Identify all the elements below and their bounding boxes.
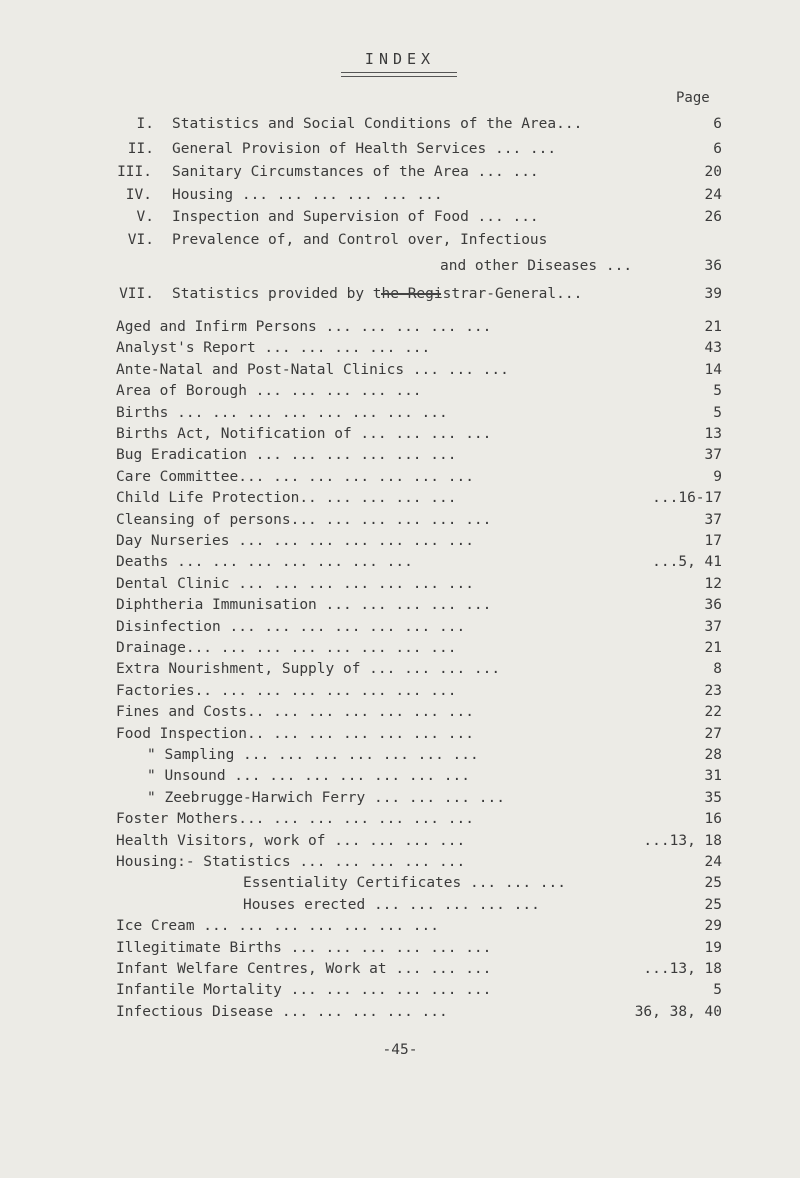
- index-entry-page: 17: [704, 533, 722, 549]
- index-entry-page: 36: [704, 597, 722, 614]
- index-entry: [0, 447, 800, 469]
- index-entry-label: Infant Welfare Centres, Work at ... ... ...: [116, 961, 492, 977]
- index-entry: [0, 512, 800, 534]
- index-entry-page: 37: [704, 447, 722, 464]
- index-entry-page: 25: [704, 875, 722, 892]
- index-entry-label: Fines and Costs.. ... ... ... ... ... ...: [116, 704, 474, 721]
- index-entry-label: Foster Mothers... ... ... ... ... ... ...: [116, 811, 474, 828]
- index-entry-label: Essentiality Certificates ... ... ...: [243, 875, 567, 892]
- index-entry: [0, 1004, 800, 1026]
- index-entry: [0, 319, 800, 341]
- index-entry-label: " Zeebrugge-Harwich Ferry ... ... ... ...: [147, 789, 505, 806]
- index-entry-label: Day Nurseries ... ... ... ... ... ... ...: [116, 533, 474, 549]
- section-title: Statistics and Social Conditions of the Area...: [172, 116, 583, 132]
- index-entry-label: Care Committee... ... ... ... ... ... ...: [116, 468, 474, 485]
- page-title: INDEX: [364, 50, 436, 68]
- index-entry-label: Infantile Mortality ... ... ... ... ... ...: [116, 982, 492, 999]
- index-entry-page: 25: [704, 896, 722, 913]
- section-number: VII.: [119, 286, 154, 302]
- index-entry-page: 22: [704, 704, 722, 721]
- page-number: -45-: [382, 1042, 418, 1058]
- index-entry-label: Illegitimate Births ... ... ... ... ... ...: [116, 939, 492, 956]
- index-entry-page: ...13, 18: [643, 961, 722, 977]
- index-entry-label: Deaths ... ... ... ... ... ... ...: [116, 554, 413, 571]
- index-entry-label: Houses erected ... ... ... ... ...: [243, 896, 540, 913]
- index-entry-label: Cleansing of persons... ... ... ... ... ...: [116, 511, 492, 528]
- index-entry: [0, 362, 800, 384]
- index-entry: [0, 961, 800, 983]
- section-page: 6: [713, 141, 722, 157]
- section-row: [0, 209, 800, 231]
- index-entry: [0, 661, 800, 683]
- index-entry-page: 12: [704, 575, 722, 592]
- index-entry: [0, 340, 800, 362]
- section-divider: [381, 293, 441, 295]
- section-number: V.: [136, 209, 154, 225]
- index-entry-page: 8: [713, 661, 722, 678]
- index-entry: [0, 704, 800, 726]
- section-row: [0, 232, 800, 254]
- index-entry-label: Extra Nourishment, Supply of ... ... ... ...: [116, 661, 501, 678]
- index-entry: [0, 854, 800, 876]
- index-entry: [0, 811, 800, 833]
- index-entry-label: Food Inspection.. ... ... ... ... ... ...: [116, 725, 474, 742]
- index-entry: [0, 426, 800, 448]
- index-entry-label: Dental Clinic ... ... ... ... ... ... ...: [116, 575, 474, 592]
- index-entry-label: " Sampling ... ... ... ... ... ... ...: [147, 747, 479, 763]
- index-entry: [0, 597, 800, 619]
- index-entry-page: 21: [704, 640, 722, 656]
- index-entry: [0, 726, 800, 748]
- section-row: [0, 164, 800, 186]
- index-entry-page: 21: [704, 319, 722, 335]
- section-title: and other Diseases ...: [440, 258, 633, 274]
- index-entry-page: 28: [704, 747, 722, 763]
- index-entry: [0, 490, 800, 512]
- index-entry-label: Aged and Infirm Persons ... ... ... ... ...: [116, 319, 492, 335]
- index-entry: [0, 940, 800, 962]
- title-underline: [341, 72, 457, 73]
- index-entry-label: Ante-Natal and Post-Natal Clinics ... ... ...: [116, 361, 509, 378]
- section-title: General Provision of Health Services ... ...: [172, 141, 557, 157]
- section-number: II.: [127, 141, 154, 157]
- index-entry-page: 5: [713, 404, 722, 421]
- index-entry-page: 37: [704, 618, 722, 635]
- index-entry-label: Analyst's Report ... ... ... ... ...: [116, 340, 431, 357]
- index-entry: [0, 683, 800, 705]
- index-entry-label: " Unsound ... ... ... ... ... ... ...: [147, 768, 471, 785]
- section-page: 6: [713, 116, 722, 132]
- section-title: Prevalence of, and Control over, Infectious: [172, 232, 548, 248]
- index-entry-page: 5: [713, 383, 722, 400]
- section-row: [0, 141, 800, 163]
- index-entry-page: 36, 38, 40: [634, 1003, 722, 1020]
- section-page: 24: [704, 187, 722, 203]
- section-page: 39: [704, 286, 722, 302]
- index-entry-page: 5: [713, 982, 722, 999]
- index-entry: [0, 554, 800, 576]
- section-row: [0, 258, 800, 280]
- index-entry: [0, 982, 800, 1004]
- index-entry-label: Factories.. ... ... ... ... ... ... ...: [116, 682, 457, 699]
- index-entry-label: Births ... ... ... ... ... ... ... ...: [116, 404, 448, 421]
- index-entry-page: ...16-17: [652, 490, 722, 507]
- index-entry-page: ...13, 18: [643, 832, 722, 849]
- index-entry-page: 35: [704, 789, 722, 806]
- index-entry-page: 43: [704, 340, 722, 357]
- section-number: VI.: [127, 232, 154, 248]
- index-entry: [0, 405, 800, 427]
- section-number: I.: [136, 116, 154, 132]
- section-row: [0, 187, 800, 209]
- index-entry: [0, 533, 800, 555]
- index-entry-label: Disinfection ... ... ... ... ... ... ...: [116, 618, 466, 635]
- index-entry: [0, 897, 800, 919]
- index-entry-label: Child Life Protection.. ... ... ... ...: [116, 490, 457, 507]
- section-title: Sanitary Circumstances of the Area ... ...: [172, 164, 539, 180]
- index-entry-label: Area of Borough ... ... ... ... ...: [116, 383, 422, 400]
- index-entry-label: Diphtheria Immunisation ... ... ... ... ...: [116, 597, 492, 614]
- section-title: Statistics provided by the Registrar-General...: [172, 286, 583, 302]
- section-title: Inspection and Supervision of Food ... ...: [172, 209, 539, 225]
- index-entry-page: 31: [704, 768, 722, 785]
- index-entry: [0, 747, 800, 769]
- index-entry-label: Health Visitors, work of ... ... ... ...: [116, 832, 466, 849]
- index-entry-page: 37: [704, 511, 722, 528]
- index-entry-page: 29: [704, 918, 722, 935]
- index-entry-page: 14: [704, 361, 722, 378]
- section-page: 26: [704, 209, 722, 225]
- section-number: III.: [117, 164, 152, 180]
- section-page: 36: [704, 258, 722, 274]
- index-entry: [0, 619, 800, 641]
- index-entry-label: Ice Cream ... ... ... ... ... ... ...: [116, 918, 440, 935]
- index-entry-page: 19: [704, 939, 722, 956]
- index-entry: [0, 875, 800, 897]
- index-entry: [0, 576, 800, 598]
- index-entry: [0, 383, 800, 405]
- index-entry-label: Drainage... ... ... ... ... ... ... ...: [116, 640, 457, 656]
- index-entry-label: Infectious Disease ... ... ... ... ...: [116, 1003, 448, 1020]
- section-page: 20: [704, 164, 722, 180]
- index-entry-page: 13: [704, 426, 722, 442]
- index-entry: [0, 833, 800, 855]
- index-entry: [0, 768, 800, 790]
- page-column-heading: Page: [676, 90, 710, 106]
- index-entry-page: 27: [704, 725, 722, 742]
- section-title: Housing ... ... ... ... ... ...: [172, 187, 443, 203]
- section-row: [0, 286, 800, 308]
- index-entry: [0, 469, 800, 491]
- index-entry-page: 9: [713, 468, 722, 485]
- section-number: IV.: [125, 187, 152, 203]
- index-entry: [0, 918, 800, 940]
- index-entry-page: 23: [704, 682, 722, 699]
- index-entry-page: 16: [704, 811, 722, 828]
- title-underline-second: [341, 76, 457, 77]
- index-entry-label: Bug Eradication ... ... ... ... ... ...: [116, 447, 457, 464]
- index-entry: [0, 640, 800, 662]
- index-entry-label: Housing:- Statistics ... ... ... ... ...: [116, 854, 466, 870]
- section-row: [0, 116, 800, 138]
- index-entry-page: ...5, 41: [652, 554, 722, 571]
- index-entry-label: Births Act, Notification of ... ... ... ...: [116, 426, 492, 442]
- index-entry: [0, 790, 800, 812]
- index-entry-page: 24: [704, 854, 722, 870]
